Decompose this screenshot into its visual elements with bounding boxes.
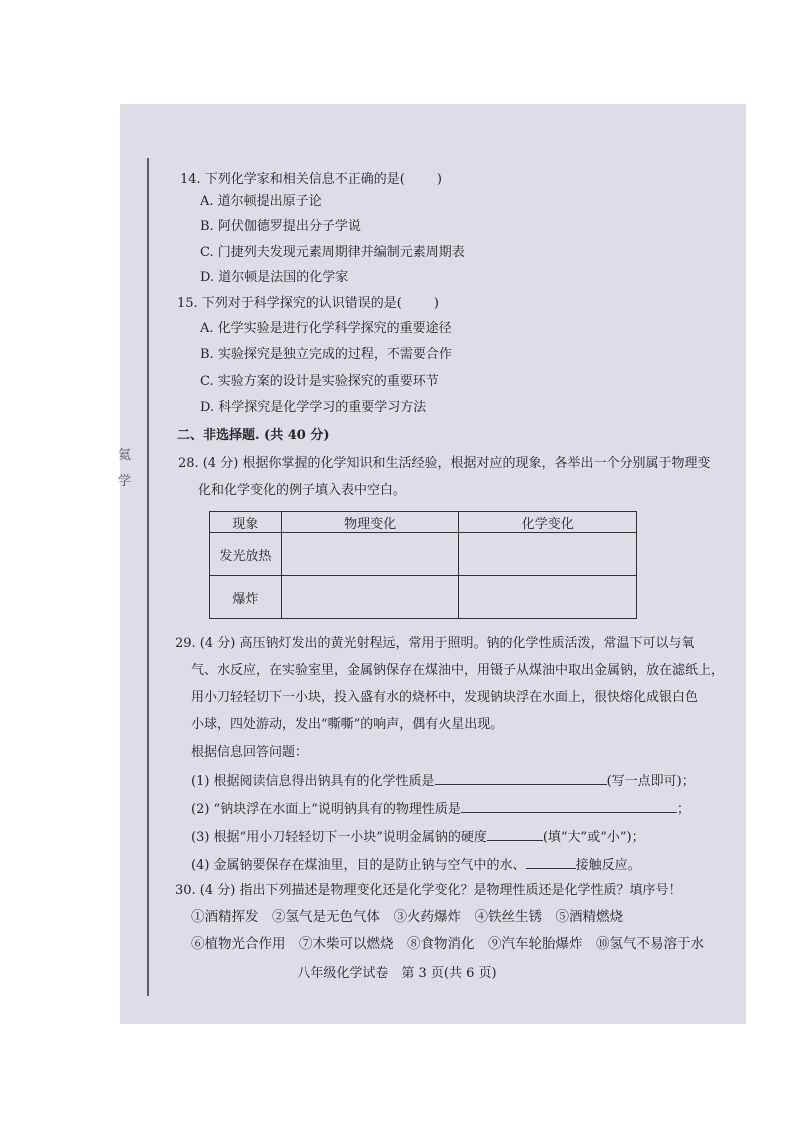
- answer-cell[interactable]: [459, 533, 637, 576]
- q14-stem: [180, 173, 442, 186]
- q28-line-2: 化和化学变化的例子填入表中空白。: [198, 483, 407, 498]
- table-row: [210, 576, 637, 619]
- q29-sub-3-hint: (填“大”或“小”)；: [542, 830, 645, 845]
- q28-line-1: 28. (4 分) 根据你掌握的化学知识和生活经验，根据对应的现象，各举出一个分别属于物理变: [178, 456, 711, 471]
- q30-stem: 30. (4 分) 指出下列描述是物理变化还是化学变化？是物理性质还是化学性质？填序号！: [175, 883, 682, 898]
- side-char-2: 学: [118, 474, 132, 489]
- q15-option-a: A. 化学实验是进行化学科学探究的重要途径: [200, 321, 452, 336]
- q29-sub-2: [191, 801, 690, 816]
- q14-option-d: D. 道尔顿是法国的化学家: [200, 270, 349, 285]
- page-footer: 八年级化学试卷 第 3 页(共 6 页): [297, 966, 497, 981]
- q29-sub-2-text: (2) “钠块浮在水面上”说明钠具有的物理性质是: [191, 802, 461, 817]
- table-header: 物理变化: [281, 512, 459, 533]
- q29-line-1: 29. (4 分) 高压钠灯发出的黄光射程远，常用于照明。钠的化学性质活泼，常温下可以与氧: [175, 636, 695, 651]
- q29-sub-4-end: 接触反应。: [575, 858, 641, 873]
- q29-line-2: 气、水反应，在实验室里，金属钠保存在煤油中，用镊子从煤油中取出金属钠，放在滤纸上，: [191, 663, 725, 678]
- q29-sub-3: [191, 829, 645, 844]
- q14-paren-close: ): [436, 172, 442, 187]
- q29-sub-1-text: (1) 根据阅读信息得出钠具有的化学性质是: [191, 774, 435, 789]
- answer-blank[interactable]: [435, 773, 607, 785]
- q15-stem-text: 15. 下列对于科学探究的认识错误的是(: [177, 296, 402, 311]
- q14-option-a: A. 道尔顿提出原子论: [200, 194, 322, 209]
- q15-paren-close: ): [433, 296, 439, 311]
- answer-cell[interactable]: [281, 533, 459, 576]
- q30-items-row-1: ①酒精挥发 ②氢气是无色气体 ③火药爆炸 ④铁丝生锈 ⑤酒精燃烧: [191, 909, 623, 925]
- table-header-row: [210, 512, 637, 533]
- side-char-1: 氦: [118, 448, 132, 463]
- q29-sub-3-text: (3) 根据“用小刀轻轻切下一小块”说明金属钠的硬度: [191, 830, 487, 845]
- table-header: 现象: [210, 512, 282, 533]
- q14-option-b: B. 阿伏伽德罗提出分子学说: [200, 219, 361, 234]
- q14-option-c: C. 门捷列夫发现元素周期律并编制元素周期表: [200, 245, 465, 260]
- table-header: 化学变化: [459, 512, 637, 533]
- answer-blank[interactable]: [526, 857, 576, 869]
- q14-stem-text: 14. 下列化学家和相关信息不正确的是(: [180, 172, 405, 187]
- q29-sub-2-end: ；: [676, 802, 690, 817]
- answer-blank[interactable]: [487, 829, 543, 841]
- section-heading: 二、非选择题. (共 40 分): [177, 428, 330, 443]
- q29-line-4: 小球，四处游动，发出“嘶嘶”的响声，偶有火星出现。: [191, 717, 504, 732]
- q15-stem: [177, 297, 439, 310]
- q15-option-c: C. 实验方案的设计是实验探究的重要环节: [200, 374, 439, 389]
- binding-margin-line: [147, 158, 149, 996]
- q29-line-3: 用小刀轻轻切下一小块，投入盛有水的烧杯中，发现钠块浮在水面上，很快熔化成银白色: [191, 690, 699, 705]
- q29-prompt: 根据信息回答问题：: [191, 745, 309, 760]
- q29-sub-1: [191, 773, 695, 788]
- answer-blank[interactable]: [461, 801, 677, 813]
- q15-option-d: D. 科学探究是化学学习的重要学习方法: [200, 400, 427, 415]
- q29-sub-1-hint: (写一点即可)；: [606, 774, 695, 789]
- q29-sub-4: [191, 857, 641, 872]
- answer-table: [209, 511, 637, 619]
- table-row: [210, 533, 637, 576]
- table-row-label: 发光放热: [210, 533, 282, 576]
- q30-items-row-2: ⑥植物光合作用 ⑦木柴可以燃烧 ⑧食物消化 ⑨汽车轮胎爆炸 ⑩氢气不易溶于水: [191, 936, 704, 952]
- q29-sub-4-text: (4) 金属钠要保存在煤油里，目的是防止钠与空气中的水、: [191, 858, 526, 873]
- table-row-label: 爆炸: [210, 576, 282, 619]
- answer-cell[interactable]: [459, 576, 637, 619]
- q15-option-b: B. 实验探究是独立完成的过程，不需要合作: [200, 347, 452, 362]
- answer-cell[interactable]: [281, 576, 459, 619]
